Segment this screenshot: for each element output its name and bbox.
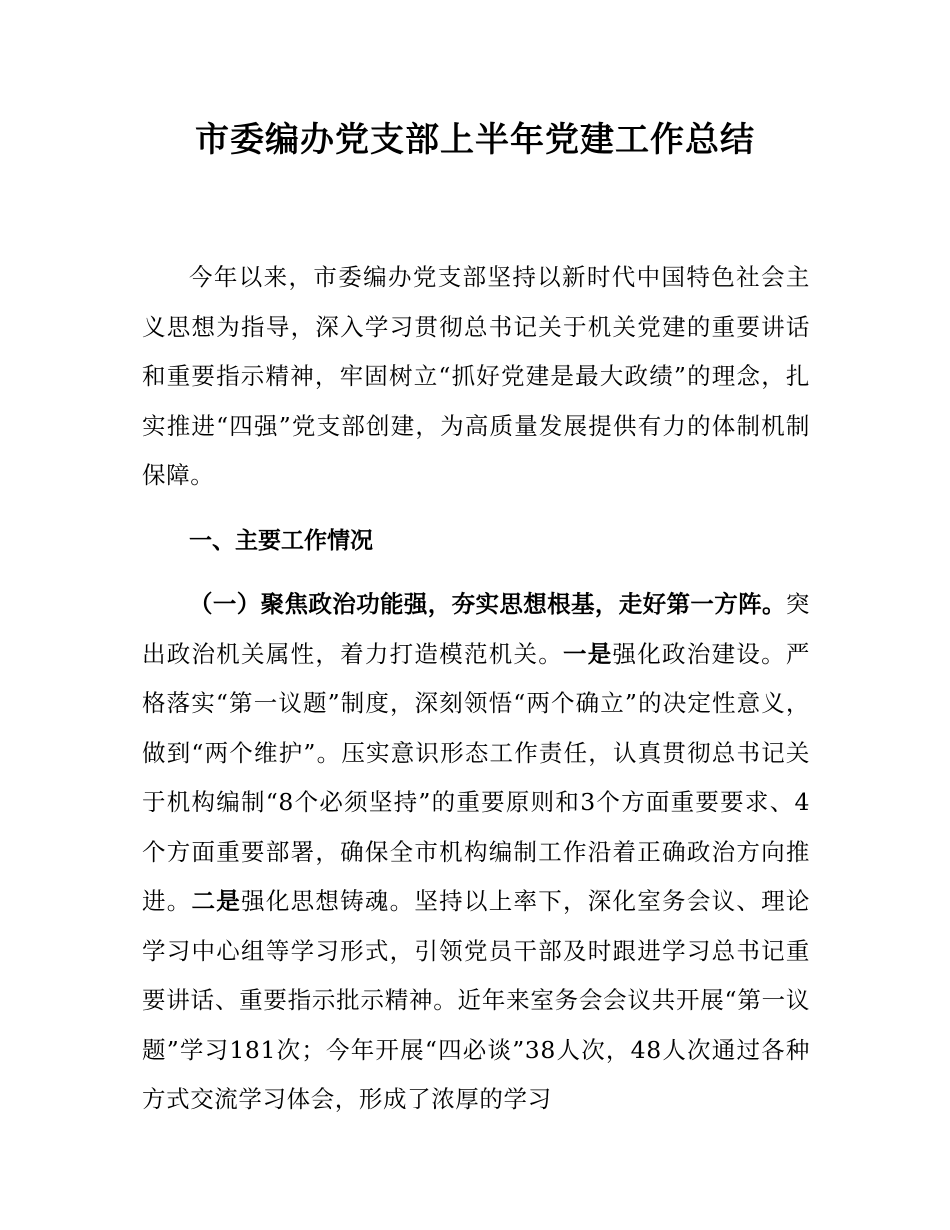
section-heading: 一、主要工作情况: [189, 527, 373, 554]
point-2-label: 二是: [191, 887, 242, 915]
subsection-text-3: 强化思想铸魂。坚持以上率下，深化室务会议、理论学习中心组等学习形式，引领党员干部及时跟进学习总书记重要讲话、重要指示批示精神。近年来室务会会议共开展“第一议题”学习181次；今年开展“四必谈”38人次，48人次通过各种方式交流学习体会，形成了浓厚的学习: [142, 887, 810, 1113]
subsection-text-2: 强化政治建设。严格落实“第一议题”制度，深刻领悟“两个确立”的决定性意义，做到“两个维护”。压实意识形态工作责任，认真贯彻总书记关于机构编制“8个必须坚持”的重要原则和3个方面重要要求、4个方面重要部署，确保全市机构编制工作沿着正确政治方向推进。: [142, 639, 810, 915]
document-body: [142, 253, 810, 1125]
point-1-label: 一是: [563, 639, 613, 668]
document-title: 市委编办党支部上半年党建工作总结: [195, 120, 755, 160]
subsection-paragraph: [142, 580, 810, 1125]
subsection-text-1: 突出政治机关属性，着力打造模范机关。: [142, 590, 810, 668]
intro-paragraph: 今年以来，市委编办党支部坚持以新时代中国特色社会主义思想为指导，深入学习贯彻总书记关于机关党建的重要讲话和重要指示精神，牢固树立“抓好党建是最大政绩”的理念，扎实推进“四强”党支部创建，为高质量发展提供有力的体制机制保障。: [142, 263, 810, 489]
subsection-lead: （一）聚焦政治功能强，夯实思想根基，走好第一方阵。: [189, 590, 786, 618]
